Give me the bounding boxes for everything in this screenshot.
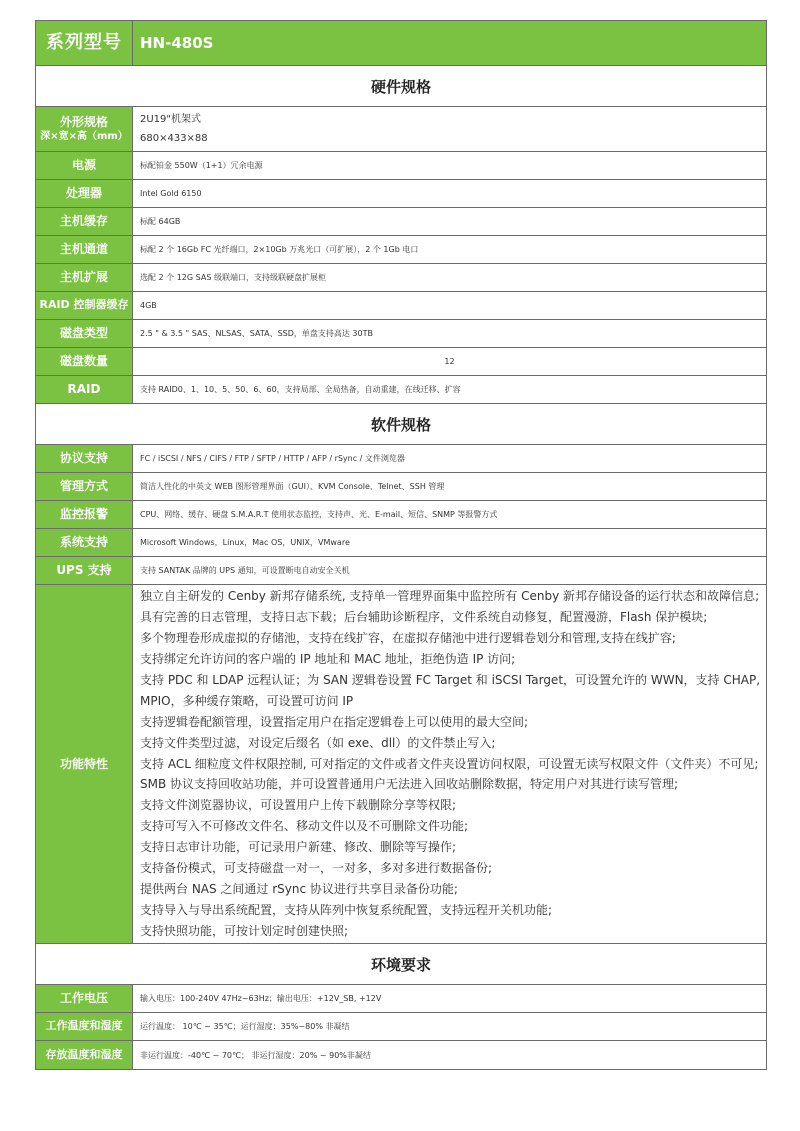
hardware-section-title: 硬件规格 xyxy=(36,66,766,107)
series-label: 系列型号 xyxy=(36,21,133,65)
features-list xyxy=(133,585,766,943)
feature-item: MPIO，多种缓存策略，可设置可访问 IP xyxy=(140,693,354,708)
software-section-title: 软件规格 xyxy=(36,404,766,445)
spec-label: 协议支持 xyxy=(36,445,133,472)
dimensions-value: 680×433×88 xyxy=(140,133,208,144)
features-row xyxy=(36,585,766,944)
spec-label: 电源 xyxy=(36,152,133,179)
spec-row-monitoring xyxy=(36,501,766,529)
spec-label: 主机扩展 xyxy=(36,264,133,291)
spec-sheet xyxy=(35,20,767,1070)
spec-value: Intel Gold 6150 xyxy=(140,189,202,198)
feature-item: 具有完善的日志管理，支持日志下载；后台辅助诊断程序，文件系统自动修复，配置漫游，Flash 保护模块; xyxy=(140,610,708,625)
spec-label: 工作电压 xyxy=(36,985,133,1012)
spec-value: 标配铂金 550W（1+1）冗余电源 xyxy=(140,161,263,170)
spec-row-voltage xyxy=(36,985,766,1013)
title-row xyxy=(36,21,766,66)
spec-value: 2.5 " & 3.5 " SAS、NLSAS、SATA、SSD，单盘支持高达 30TB xyxy=(140,329,373,338)
spec-value: 简洁人性化的中英文 WEB 图形管理界面（GUI）、KVM Console、Telnet、SSH 管理 xyxy=(140,482,445,491)
spec-row-ups xyxy=(36,557,766,585)
spec-label: 系统支持 xyxy=(36,529,133,556)
form-factor-value-cell xyxy=(133,107,766,151)
spec-label: 存放温度和湿度 xyxy=(36,1041,133,1069)
feature-item: 支持逻辑卷配额管理，设置指定用户在指定逻辑卷上可以使用的最大空间; xyxy=(140,714,529,729)
spec-label: UPS 支持 xyxy=(36,557,133,584)
spec-value: 支持 SANTAK 品牌的 UPS 通知，可设置断电自动安全关机 xyxy=(140,566,350,575)
spec-label: RAID xyxy=(36,376,133,403)
spec-label: 管理方式 xyxy=(36,473,133,500)
feature-item: 支持绑定允许访问的客户端的 IP 地址和 MAC 地址，拒绝伪造 IP 访问; xyxy=(140,652,516,667)
spec-value: 输入电压：100-240V 47Hz~63Hz；输出电压：+12V_SB, +12V xyxy=(140,994,382,1003)
spec-label: 主机缓存 xyxy=(36,208,133,235)
spec-row-storage-env xyxy=(36,1041,766,1069)
spec-label: 主机通道 xyxy=(36,236,133,263)
feature-item: 支持可写入不可修改文件名、移动文件以及不可删除文件功能; xyxy=(140,819,469,834)
form-factor-label: 外形规格 xyxy=(59,115,108,130)
feature-item: 支持备份模式，可支持磁盘一对一，一对多，多对多进行数据备份; xyxy=(140,861,493,876)
spec-value: 4GB xyxy=(140,301,157,310)
spec-row-power xyxy=(36,152,766,180)
form-factor-value: 2U19"机架式 xyxy=(140,114,202,125)
spec-row-management xyxy=(36,473,766,501)
feature-item: 提供两台 NAS 之间通过 rSync 协议进行共享目录备份功能; xyxy=(140,881,458,896)
spec-value: 支持 RAID0、1、10、5、50、6、60，支持局部、全局热备，自动重建，在线迁移、扩容 xyxy=(140,385,461,394)
spec-row-protocols xyxy=(36,445,766,473)
spec-row-expansion xyxy=(36,264,766,292)
feature-item: 独立自主研发的 Cenby 新邦存储系统, 支持单一管理界面集中监控所有 Cenby 新邦存储设备的运行状态和故障信息; xyxy=(140,589,760,604)
feature-item: 支持文件浏览器协议，可设置用户上传下载删除分享等权限; xyxy=(140,798,457,813)
spec-label: 处理器 xyxy=(36,180,133,207)
spec-row-cpu xyxy=(36,180,766,208)
feature-item: 支持 PDC 和 LDAP 远程认证；为 SAN 逻辑卷设置 FC Target 和 iSCSI Target，可设置允许的 WWN，支持 CHAP, xyxy=(140,672,761,687)
form-factor-label-cell xyxy=(36,107,133,151)
spec-label: RAID 控制器缓存 xyxy=(36,292,133,319)
feature-item: 支持快照功能，可按计划定时创建快照; xyxy=(140,923,349,938)
feature-item: 支持 ACL 细粒度文件权限控制, 可对指定的文件或者文件夹设置访问权限，可设置无读写权限文件（文件夹）不可见; xyxy=(140,756,759,771)
feature-item: 支持导入与导出系统配置，支持从阵列中恢复系统配置，支持远程开关机功能; xyxy=(140,902,553,917)
spec-value: 标配 2 个 16Gb FC 光纤端口，2×10Gb 万兆光口（可扩展），2 个 1Gb 电口 xyxy=(140,245,419,254)
feature-item: 支持日志审计功能，可记录用户新建、修改、删除等写操作; xyxy=(140,840,457,855)
spec-label: 磁盘数量 xyxy=(36,348,133,375)
spec-value: Microsoft Windows，Linux，Mac OS，UNIX，VMware xyxy=(140,538,350,547)
spec-label: 工作温度和湿度 xyxy=(36,1013,133,1040)
spec-value: 非运行温度：-40℃ ~ 70℃； 非运行湿度：20% ~ 90%非凝结 xyxy=(140,1050,371,1060)
spec-row-raid-cache xyxy=(36,292,766,320)
spec-label: 监控报警 xyxy=(36,501,133,528)
feature-item: SMB 协议支持回收站功能，并可设置普通用户无法进入回收站删除数据，特定用户对其进行读写管理; xyxy=(140,777,679,792)
form-factor-sublabel: 深×宽×高（mm） xyxy=(40,131,128,143)
form-factor-row xyxy=(36,107,766,152)
spec-value: 12 xyxy=(444,357,455,366)
spec-value: 标配 64GB xyxy=(140,217,181,226)
spec-row-os-support xyxy=(36,529,766,557)
spec-value: FC / iSCSI / NFS / CIFS / FTP / SFTP / HTTP / AFP / rSync / 文件浏览器 xyxy=(140,454,405,463)
feature-item: 多个物理卷形成虚拟的存储池，支持在线扩容，在虚拟存储池中进行逻辑卷划分和管理,支持在线扩容; xyxy=(140,631,676,646)
features-label: 功能特性 xyxy=(36,585,133,943)
feature-item: 支持文件类型过滤，对设定后缀名（如 exe、dll）的文件禁止写入; xyxy=(140,735,496,750)
spec-row-disk-type xyxy=(36,320,766,348)
spec-label: 磁盘类型 xyxy=(36,320,133,347)
spec-row-host-channel xyxy=(36,236,766,264)
spec-row-cache xyxy=(36,208,766,236)
spec-row-disk-count xyxy=(36,348,766,376)
spec-row-operating-env xyxy=(36,1013,766,1041)
spec-value: CPU、网络、缓存、硬盘 S.M.A.R.T 使用状态监控，支持声、光、E-mail、短信、SNMP 等报警方式 xyxy=(140,510,498,519)
environment-section-title: 环境要求 xyxy=(36,944,766,985)
spec-value: 选配 2 个 12G SAS 级联端口，支持级联硬盘扩展柜 xyxy=(140,273,326,282)
spec-value: 运行温度： 10℃ ~ 35℃；运行湿度：35%~80% 非凝结 xyxy=(140,1022,350,1031)
spec-row-raid xyxy=(36,376,766,404)
model-name: HN-480S xyxy=(133,21,766,65)
